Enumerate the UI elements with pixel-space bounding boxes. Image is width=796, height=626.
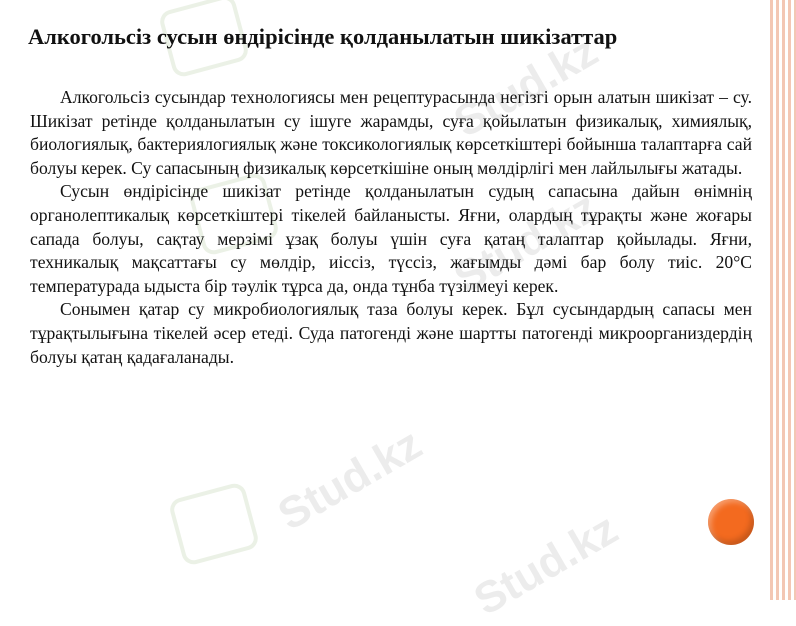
watermark-text: Stud.kz — [445, 182, 606, 303]
slide-title: Алкогольсіз сусын өндірісінде қолданылатын шикізаттар — [28, 24, 618, 49]
paragraph: Сонымен қатар су микробиологиялық таза болуы керек. Бұл сусындардың сапасы мен тұрақтылығына тікелей әсер етеді. Суда патогенді және шартты патогенді микроорганиздердің болуы қатаң қадағаланады. — [30, 299, 752, 367]
watermark-text: Stud.kz — [445, 26, 606, 147]
watermark-text: Stud.kz — [465, 504, 626, 625]
watermark-logo-icon — [168, 481, 261, 567]
orange-circle-icon — [708, 499, 754, 545]
watermark-text: Stud.kz — [269, 419, 430, 540]
slide-body — [30, 86, 752, 369]
paragraph: Алкогольсіз сусындар технологиясы мен рецептурасында негізгі орын алатын шикізат – су. Шикізат ретінде қолданылатын су ішуге жарамды, суға қойылатын физикалық, химиялық, биологиялық, бактериялогиялық және токсикологиялық көрсеткіштері бойынша талаптарға сай болуы керек. Су сапасының физикалық көрсеткішіне оның мөлдірлігі мен лайлылығы жатады. — [30, 87, 752, 178]
paragraph: Сусын өндірісінде шикізат ретінде қолданылатын судың сапасына дайын өнімнің органолептикалық көрсеткіштері тікелей байланысты. Яғни, олардың тұрақты және жоғары сапада болуы, сақтау мерзімі ұзақ болуы үшін суға қатаң талаптар қойылады. Яғни, техникалық мақсаттағы су мөлдір, иіссіз, түссіз, жағымды дәмі бар болу тиіс. 20°С температурада ыдыста бір тәулік тұрса да, онда тұнба түзілмеуі керек. — [30, 181, 752, 296]
decorative-side-stripes — [770, 0, 796, 600]
